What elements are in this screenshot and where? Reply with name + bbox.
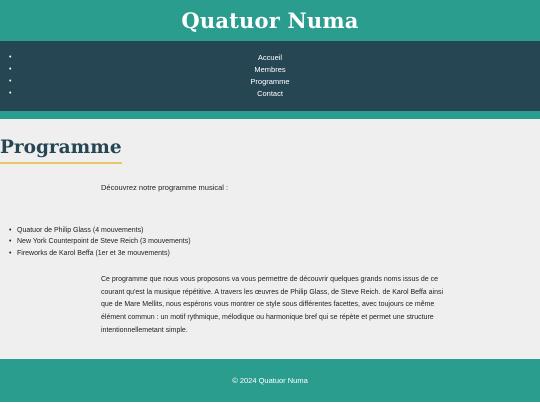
program-description: Ce programme que nous vous proposons va vous permettre de découvrir quelques grands noms issus de ce courant qu'est la musique répétitive. A travers les œuvres de Philip Glass, de Steve Reich. de Karol Beffa ainsi que de Mare Mellits, nous espérons vous montrer ce style sous différentes facettes, avec toujours ce même élément commun : un motif rythmique, mélodique ou harmonique bref qui se répète et permet une structure intentionnellemetant simple. <box>101 276 444 334</box>
nav-item-programme[interactable] <box>0 76 540 88</box>
bullet-icon: • <box>9 90 12 97</box>
nav-item-membres[interactable] <box>0 64 540 76</box>
nav-item-label[interactable]: Programme <box>250 77 290 86</box>
copyright-text: © 2024 Quatuor Numa <box>232 376 308 385</box>
site-header <box>0 0 540 41</box>
program-item: • New York Counterpoint de Steve Reich (3 mouvements) <box>0 236 191 247</box>
nav-item-label[interactable]: Contact <box>257 89 283 98</box>
intro-text: Découvrez notre programme musical : <box>101 183 229 192</box>
program-list <box>0 225 191 259</box>
nav-item-accueil[interactable] <box>0 52 540 64</box>
nav-item-contact[interactable] <box>0 88 540 100</box>
bullet-icon: • <box>9 66 12 73</box>
accent-band <box>0 111 540 119</box>
nav-list <box>0 41 540 100</box>
main-content <box>0 119 540 359</box>
nav-item-label[interactable]: Membres <box>254 65 286 74</box>
program-item: • Quatuor de Philip Glass (4 mouvements) <box>0 225 191 236</box>
bullet-icon: • <box>9 78 12 85</box>
section-title: Programme <box>0 137 122 164</box>
bullet-icon: • <box>9 54 12 61</box>
site-title: Quatuor Numa <box>181 8 359 33</box>
program-item: • Fireworks de Karol Beffa (1er et 3e mouvements) <box>0 248 191 259</box>
site-footer <box>0 359 540 402</box>
main-nav <box>0 41 540 111</box>
nav-item-label[interactable]: Accueil <box>257 53 283 62</box>
